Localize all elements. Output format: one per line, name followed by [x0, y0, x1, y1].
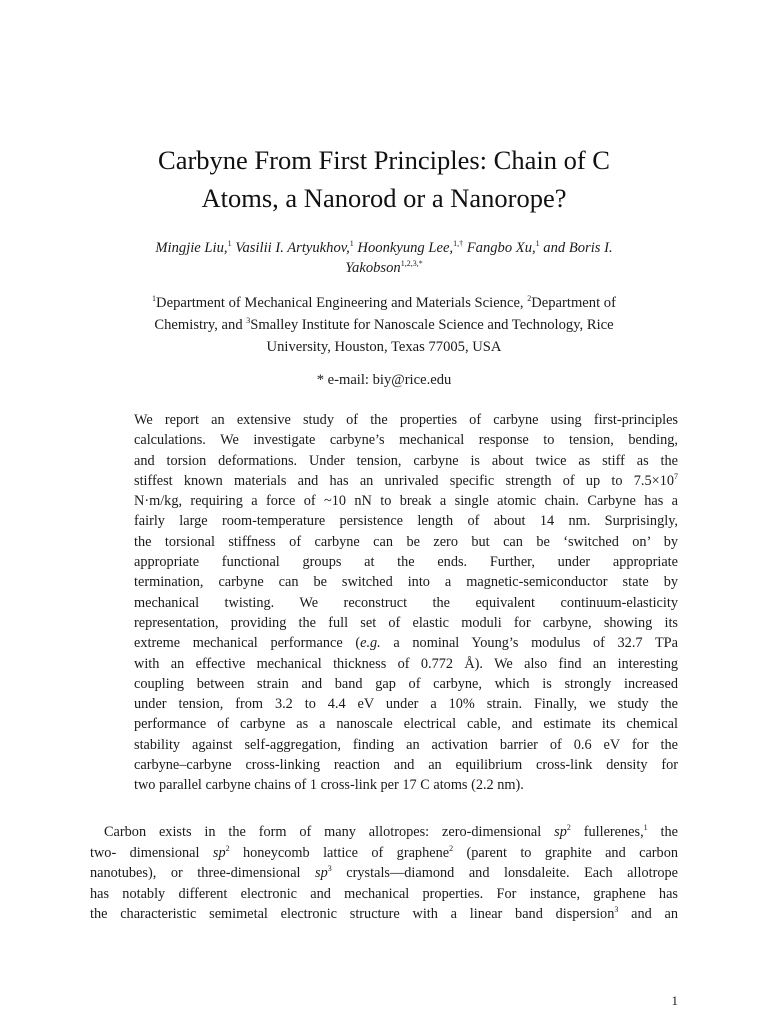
intro-text: and an [618, 906, 678, 923]
affiliations [90, 292, 678, 358]
affiliation-line [90, 292, 678, 314]
abstract [134, 410, 678, 796]
author-affil-mark: 1,2,3,* [400, 259, 423, 269]
affil-mark: 2 [527, 294, 532, 304]
abstract-text: stiffest known materials and has an unrivaled specific strength of up to 7.5×10 [134, 472, 674, 489]
intro-text: honeycomb lattice of graphene [229, 844, 450, 861]
author-name: Vasilii I. Artyukhov, [231, 240, 350, 256]
intro-text: Carbon exists in the form of many allotropes: zero-dimensional [104, 824, 555, 840]
abstract-line: and torsion deformations. Under tension, carbyne is about twice as stiff as the [134, 452, 678, 469]
intro-line: has notably different electronic and mechanical properties. For instance, graphene has [90, 885, 678, 902]
author-name: Hoonkyung Lee, [353, 240, 454, 256]
author-list [90, 238, 678, 278]
abstract-line: with an effective mechanical thickness of 0.772 Å). We also find an interesting [134, 655, 678, 672]
intro-italic: sp [554, 824, 567, 840]
intro-text: the characteristic semimetal electronic structure with a linear band dispersion [90, 906, 615, 923]
intro-line [90, 822, 678, 843]
affiliation-text: Chemistry, and [154, 317, 247, 333]
author-affil-mark: 1,† [453, 239, 464, 249]
abstract-italic: e.g. [360, 635, 381, 652]
title-line: Carbyne From First Principles: Chain of C [158, 145, 610, 175]
author-line [90, 238, 678, 258]
affiliation-text: Department of Mechanical Engineering and Materials Science, [156, 295, 528, 311]
superscript: 7 [674, 472, 678, 482]
citation-mark: 2 [449, 843, 454, 853]
affiliation-text: Department of [531, 295, 616, 311]
intro-line [90, 863, 678, 884]
page-number: 1 [671, 993, 678, 1008]
citation-mark: 1 [643, 823, 648, 833]
title-line: Atoms, a Nanorod or a Nanorope? [201, 183, 567, 213]
abstract-line: calculations. We investigate carbyne’s mechanical response to tension, bending, [134, 432, 678, 449]
intro-line [90, 904, 678, 925]
paper-title [90, 141, 678, 217]
abstract-line: two parallel carbyne chains of 1 cross-link per 17 C atoms (2.2 nm). [134, 777, 524, 794]
affil-mark: 3 [246, 316, 251, 326]
abstract-line [134, 471, 678, 491]
author-name: Fangbo Xu, [463, 240, 536, 256]
intro-text: the [647, 824, 678, 840]
intro-text: two- dimensional [90, 844, 213, 861]
abstract-line: representation, providing the full set of elastic moduli for carbyne, showing its [134, 614, 678, 631]
abstract-line: We report an extensive study of the properties of carbyne using first-principles [134, 412, 678, 428]
abstract-line: mechanical twisting. We reconstruct the equivalent continuum-elasticity [134, 594, 678, 611]
superscript: 2 [566, 823, 571, 833]
abstract-line: performance of carbyne as a nanoscale electrical cable, and estimate its chemical [134, 716, 678, 733]
superscript: 3 [327, 864, 332, 874]
abstract-line: stability against self-aggregation, finding an activation barrier of 0.6 eV for the [134, 736, 678, 753]
intro-paragraph [90, 822, 678, 925]
author-name: Mingjie Liu, [155, 240, 228, 256]
abstract-line: fairly large room-temperature persistence length of about 14 nm. Surprisingly, [134, 513, 678, 530]
author-affil-mark: 1 [349, 239, 354, 249]
author-affil-mark: 1 [535, 239, 540, 249]
abstract-line: termination, carbyne can be switched into a magnetic-semiconductor state by [134, 574, 678, 591]
contact-email: * e-mail: biy@rice.edu [316, 372, 452, 388]
superscript: 2 [225, 843, 230, 853]
intro-text: fullerenes, [570, 824, 644, 840]
abstract-line: the torsional stiffness of carbyne can be zero but can be ‘switched on’ by [134, 533, 678, 550]
abstract-text: a nominal Young’s modulus of 32.7 TPa [380, 635, 678, 652]
author-name: Yakobson [345, 260, 401, 276]
intro-text: nanotubes), or three-dimensional [90, 865, 316, 882]
affiliation-line: University, Houston, Texas 77005, USA [266, 339, 502, 355]
author-name: and Boris I. [539, 240, 613, 256]
abstract-line: under tension, from 3.2 to 4.4 eV under a 10% strain. Finally, we study the [134, 696, 678, 713]
affiliation-line [90, 314, 678, 336]
intro-text: crystals—diamond and lonsdaleite. Each allotrope [331, 865, 678, 882]
author-affil-mark: 1 [227, 239, 232, 249]
author-line [90, 258, 678, 278]
abstract-line [134, 633, 678, 653]
abstract-line: N·m/kg, requiring a force of ~10 nN to break a single atomic chain. Carbyne has a [134, 493, 678, 510]
intro-text: (parent to graphite and carbon [453, 844, 678, 861]
abstract-line: appropriate functional groups at the ends. Further, under appropriate [134, 554, 678, 571]
abstract-line: coupling between strain and band gap of carbyne, which is strongly increased [134, 675, 678, 692]
abstract-text: extreme mechanical performance ( [134, 635, 361, 652]
intro-italic: sp [212, 844, 226, 861]
intro-italic: sp [315, 865, 328, 882]
intro-line [90, 843, 678, 864]
affiliation-text: Smalley Institute for Nanoscale Science and Technology, Rice [250, 317, 614, 333]
citation-mark: 3 [614, 905, 619, 915]
abstract-line: carbyne–carbyne cross-linking reaction and an equilibrium cross-link density for [134, 757, 678, 774]
affil-mark: 1 [152, 294, 157, 304]
